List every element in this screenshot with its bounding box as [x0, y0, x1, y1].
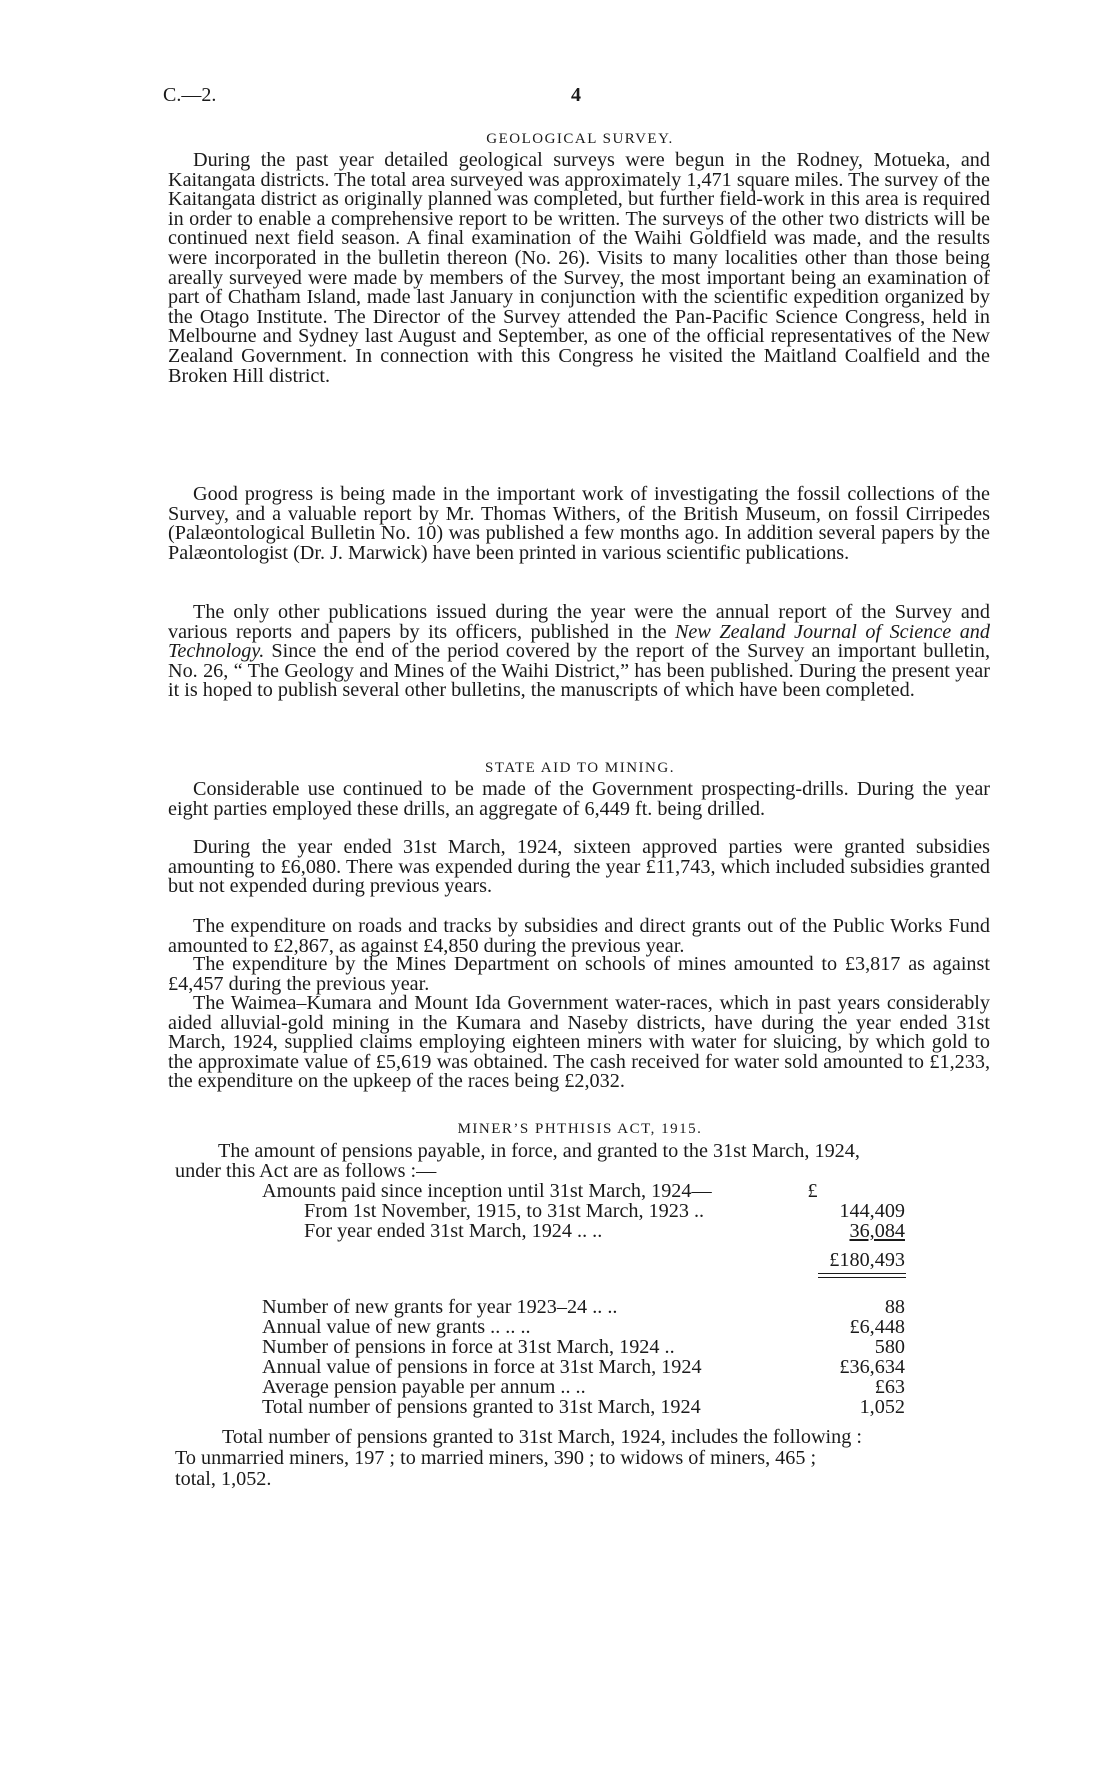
geological-paragraph-1: During the past year detailed geological surveys were begun in the Rodney, Motueka, and Kaitangata districts. The total area surveyed was approximately 1,471 square miles. The survey of the Kaitangata district as originally planned was completed, but further field-work in this area is required in order to enable a comprehensive report to be written. The surveys of the other two districts will be continued next field season. A final examination of the Waihi Goldfield was made, and the results were incorporated in the bulletin thereon (No. 26). Visits to many localities other than those being areally surveyed were made by members of the Survey, the most important being an examination of part of Chatham Island, made last January in conjunction with the scientific expedition organized by the Otago Institute. The Director of the Survey attended the Pan-Pacific Science Congress, held in Melbourne and Sydney last August and September, as one of the official representatives of the New Zealand Government. In connection with this Congress he visited the Maitland Coalfield and the Broken Hill district. — [168, 149, 990, 387]
final-paragraph-line-2: To unmarried miners, 197 ; to married miners, 390 ; to widows of miners, 465 ; — [175, 1447, 817, 1469]
stat-value: 1,052 — [859, 1396, 905, 1418]
p3-text-after: Since the end of the period covered by the report of the Survey an important bulletin, No. 26, “ The Geology and Mines of the Waihi District,” has been published. During the present year it is hoped to publish several other bulletins, the manuscripts of which have been completed. — [168, 640, 991, 702]
state-aid-paragraph-2: During the year ended 31st March, 1924, sixteen approved parties were granted subsidies amounting to £6,080. There was expended during the year £11,743, which included subsidies granted but not expended during previous years. — [168, 836, 990, 898]
stat-label: Number of new grants for year 1923–24 .. .. — [262, 1296, 618, 1318]
amount-row-label: From 1st November, 1915, to 31st March, 1923 .. — [304, 1200, 705, 1222]
stat-value: 580 — [874, 1336, 905, 1358]
amount-row-label: For year ended 31st March, 1924 .. .. — [304, 1220, 603, 1242]
state-aid-paragraph-4: The expenditure by the Mines Department on schools of mines amounted to £3,817 as against £4,457 during the previous year. — [168, 953, 990, 995]
stat-label: Total number of pensions granted to 31st March, 1924 — [262, 1396, 701, 1418]
stat-label: Average pension payable per annum .. .. — [262, 1376, 586, 1398]
state-aid-paragraph-1: Considerable use continued to be made of the Government prospecting-drills. During the year eight parties employed these drills, an aggregate of 6,449 ft. being drilled. — [168, 778, 990, 820]
report-code: C.—2. — [163, 84, 217, 106]
phthisis-intro-line-1: The amount of pensions payable, in force, and granted to the 31st March, 1924, — [218, 1140, 860, 1162]
total-underline-rule — [818, 1273, 906, 1274]
stat-label: Annual value of pensions in force at 31st March, 1924 — [262, 1356, 702, 1378]
state-aid-paragraph-3: The expenditure on roads and tracks by subsidies and direct grants out of the Public Works Fund amounted to £2,867, as against £4,850 during the previous year. — [168, 915, 990, 957]
state-aid-paragraph-5: The Waimea–Kumara and Mount Ida Government water-races, which in past years considerably aided alluvial-gold mining in the Kumara and Naseby districts, have during the year ended 31st March, 1924, supplied claims employing eighteen miners with water for sluicing, by which gold to the approximate value of £5,619 was obtained. The cash received for water sold amounted to £1,233, the expenditure on the upkeep of the races being £2,032. — [168, 992, 990, 1093]
amount-row-value: 36,084 — [849, 1220, 905, 1242]
section-heading-state-aid: STATE AID TO MINING. — [485, 760, 675, 776]
stat-label: Annual value of new grants .. .. .. — [262, 1316, 531, 1338]
section-heading-phthisis-act: MINER’S PHTHISIS ACT, 1915. — [457, 1121, 703, 1137]
amount-total: £180,493 — [829, 1249, 905, 1271]
p3-text-before: The only other publications issued during the year were the annual report of the Survey and various reports and papers by its officers, published in the — [168, 601, 990, 643]
stat-label: Number of pensions in force at 31st March, 1924 .. — [262, 1336, 675, 1358]
amounts-label: Amounts paid since inception until 31st March, 1924— — [262, 1180, 712, 1202]
currency-symbol: £ — [807, 1180, 818, 1202]
section-heading-geological-survey: GEOLOGICAL SURVEY. — [486, 131, 674, 147]
phthisis-intro-line-2: under this Act are as follows :— — [175, 1160, 437, 1182]
stat-value: 88 — [884, 1296, 905, 1318]
geological-paragraph-2: Good progress is being made in the important work of investigating the fossil collections of the Survey, and a valuable report by Mr. Thomas Withers, of the British Museum, on fossil Cirripedes (Palæontological Bulletin No. 10) was published a few months ago. In addition several papers by the Palæontologist (Dr. J. Marwick) have been printed in various scientific publications. — [168, 483, 990, 564]
amount-row-value: 144,409 — [839, 1200, 905, 1222]
journal-title: New Zealand Journal of Science and Technology. — [168, 620, 990, 663]
final-paragraph-line-1: Total number of pensions granted to 31st March, 1924, includes the following : — [222, 1426, 862, 1448]
stat-value: £6,448 — [849, 1316, 905, 1338]
final-paragraph-line-3: total, 1,052. — [175, 1468, 272, 1490]
total-double-rule — [818, 1277, 906, 1278]
geological-paragraph-3 — [168, 603, 990, 701]
page-number: 4 — [571, 84, 581, 106]
stat-value: £63 — [874, 1376, 905, 1398]
stat-value: £36,634 — [839, 1356, 905, 1378]
